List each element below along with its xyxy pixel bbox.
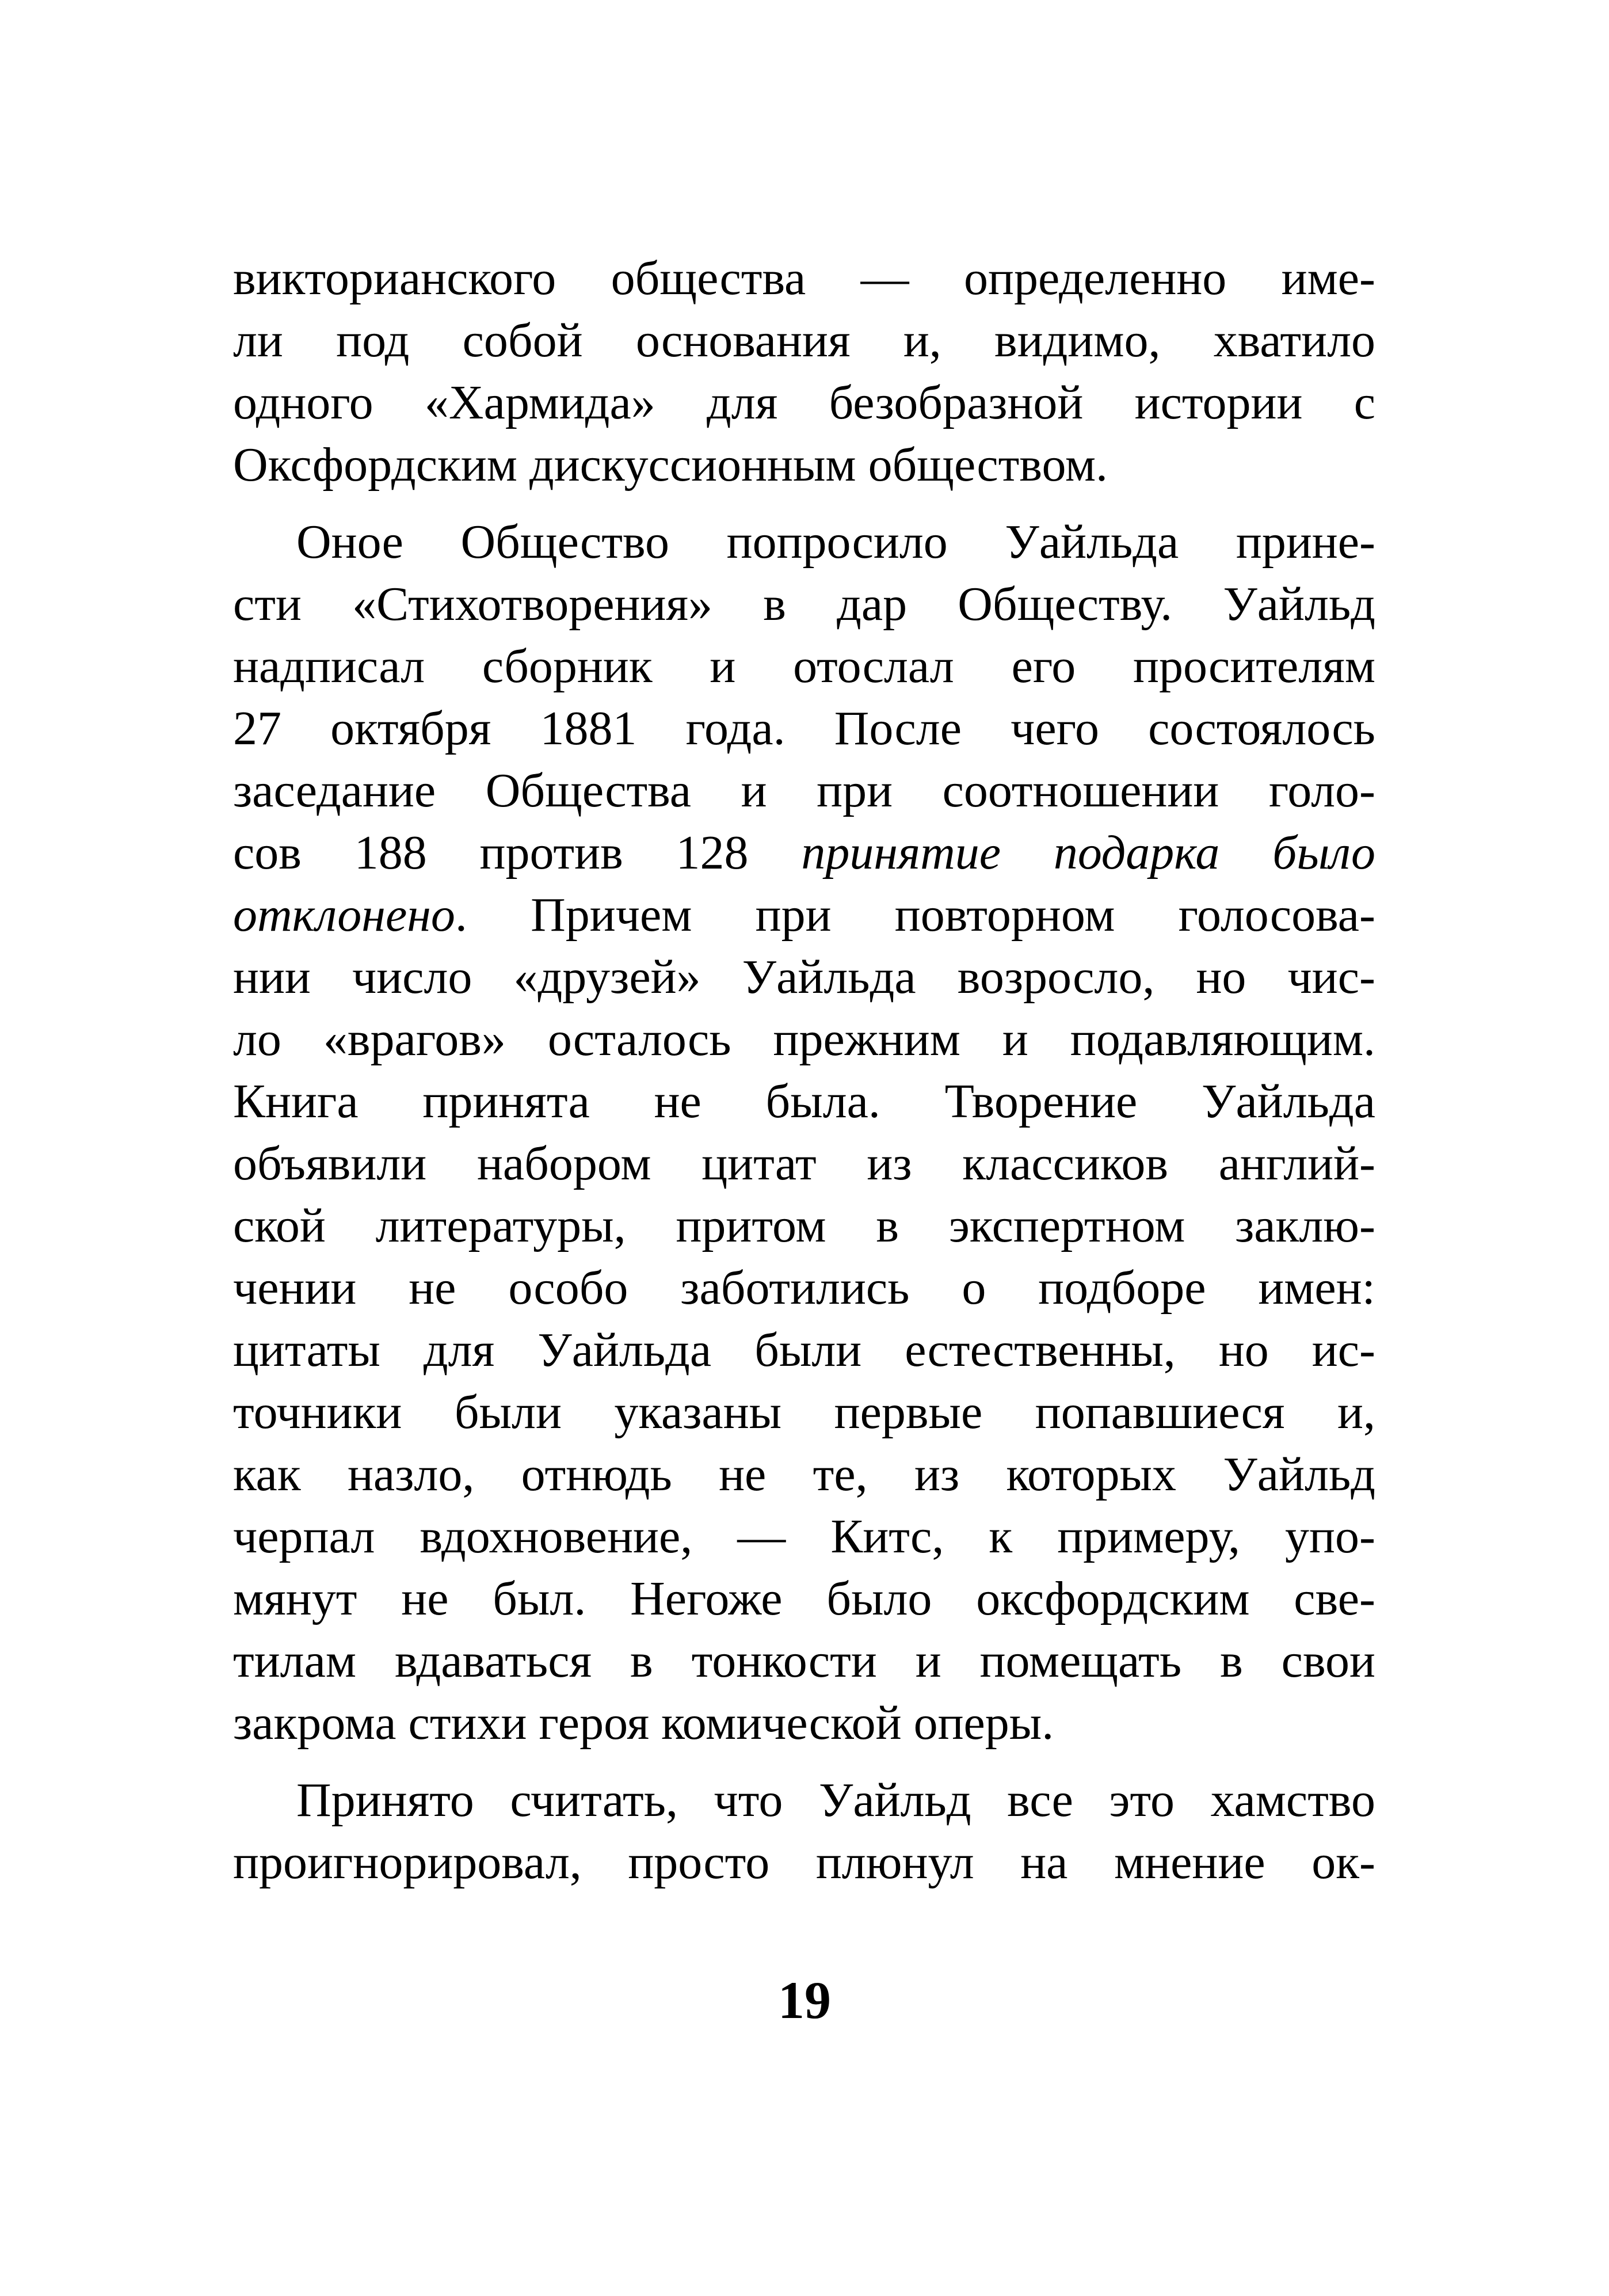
text-segment: . Причем при повторном голосова- <box>455 888 1375 942</box>
text-line: как назло, отнюдь не те, из которых Уайльд <box>233 1448 1375 1501</box>
text-line: чении не особо заботились о подборе имен: <box>233 1261 1375 1315</box>
text-line <box>233 822 1375 884</box>
text-line <box>233 884 1375 946</box>
text-line: Принято считать, что Уайльд все это хамство <box>296 1773 1375 1827</box>
page-number: 19 <box>778 1971 831 2030</box>
italic-text: отклонено <box>233 888 455 942</box>
text-line: точники были указаны первые попавшиеся и, <box>233 1385 1375 1439</box>
italic-text: принятие подарка было <box>801 826 1375 879</box>
text-line: надписал сборник и отослал его просителям <box>233 639 1375 693</box>
text-line: мянут не был. Негоже было оксфордским све- <box>233 1572 1375 1625</box>
paragraph-gap <box>233 1754 1375 1769</box>
text-line: Оксфордским дискуссионным обществом. <box>233 438 1108 492</box>
text-line: объявили набором цитат из классиков англий- <box>233 1137 1375 1190</box>
text-line: сти «Стихотворения» в дар Обществу. Уайльд <box>233 577 1375 631</box>
paragraph-gap <box>233 496 1375 511</box>
text-line: Книга принята не была. Творение Уайльда <box>233 1075 1375 1128</box>
text-line: одного «Хармида» для безобразной истории с <box>233 376 1375 429</box>
text-line: викторианского общества — определенно име- <box>233 252 1375 305</box>
text-line: 27 октября 1881 года. После чего состоялось <box>233 702 1375 755</box>
body-text <box>233 248 1375 1894</box>
text-line: заседание Общества и при соотношении голо- <box>233 764 1375 817</box>
text-line: проигнорировал, просто плюнул на мнение ок- <box>233 1836 1375 1889</box>
text-line: ли под собой основания и, видимо, хватило <box>233 314 1375 367</box>
text-line: нии число «друзей» Уайльда возросло, но чис- <box>233 950 1375 1004</box>
text-line: ло «врагов» осталось прежним и подавляющим. <box>233 1012 1375 1066</box>
text-line: закрома стихи героя комической оперы. <box>233 1696 1054 1750</box>
text-line: цитаты для Уайльда были естественны, но ис- <box>233 1323 1375 1377</box>
text-line: Оное Общество попросило Уайльда прине- <box>296 515 1375 569</box>
text-segment: сов 188 против 128 <box>233 826 802 879</box>
text-line: тилам вдаваться в тонкости и помещать в свои <box>233 1634 1375 1688</box>
text-line: ской литературы, притом в экспертном заклю- <box>233 1199 1375 1252</box>
text-line: черпал вдохновение, — Китс, к примеру, упо- <box>233 1510 1375 1563</box>
